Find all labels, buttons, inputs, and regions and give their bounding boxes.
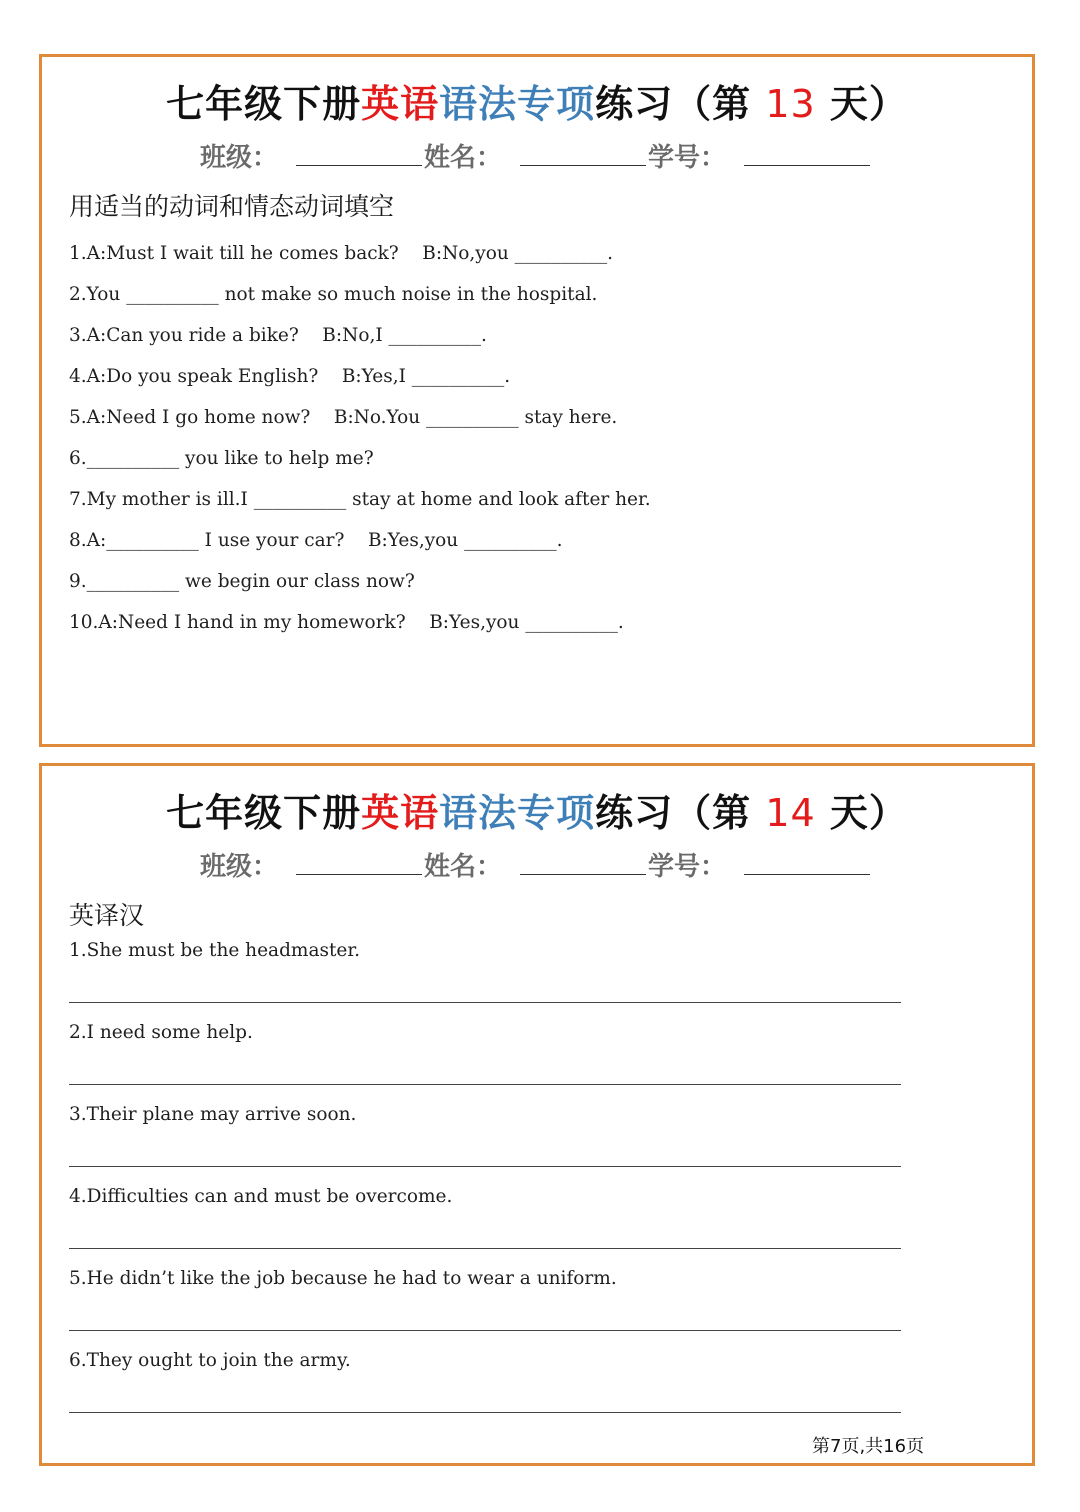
translation-question-4: 4.Difficulties can and must be overcome.	[69, 1186, 453, 1207]
student-id-blank[interactable]	[744, 850, 870, 875]
student-id-label: 学号：	[648, 852, 727, 882]
answer-line-3[interactable]	[69, 1166, 901, 1167]
answer-line-2[interactable]	[69, 1084, 901, 1085]
name-label: 姓名：	[424, 852, 503, 882]
student-info-fields	[200, 137, 872, 174]
question-3: 3.A:Can you ride a bike? B:No,I __________.	[69, 325, 487, 346]
section-title: 用适当的动词和情态动词填空	[69, 192, 395, 221]
worksheet-title	[42, 73, 1032, 128]
title-grammar-text: 语法专项	[439, 791, 596, 835]
title-grade-text: 七年级下册	[166, 82, 362, 126]
name-blank[interactable]	[520, 141, 646, 166]
worksheet-title	[42, 782, 1032, 837]
title-practice-text: 练习（第	[595, 82, 766, 126]
title-day-number: 13	[765, 82, 816, 126]
page-number: 第7页,共16页	[812, 1436, 925, 1457]
student-id-blank[interactable]	[744, 141, 870, 166]
answer-line-1[interactable]	[69, 1002, 901, 1003]
translation-question-3: 3.Their plane may arrive soon.	[69, 1104, 357, 1125]
title-english-text: 英语	[361, 791, 440, 835]
title-day-suffix: 天）	[815, 82, 908, 126]
question-8: 8.A:__________ I use your car? B:Yes,you __________.	[69, 530, 563, 551]
title-grade-text: 七年级下册	[166, 791, 362, 835]
title-day-number: 14	[765, 791, 816, 835]
name-blank[interactable]	[520, 850, 646, 875]
translation-question-2: 2.I need some help.	[69, 1022, 253, 1043]
question-5: 5.A:Need I go home now? B:No.You __________ stay here.	[69, 407, 618, 428]
question-2: 2.You __________ not make so much noise in the hospital.	[69, 284, 598, 305]
class-blank[interactable]	[296, 850, 422, 875]
title-grammar-text: 语法专项	[439, 82, 596, 126]
title-practice-text: 练习（第	[595, 791, 766, 835]
section-title: 英译汉	[69, 901, 145, 930]
question-10: 10.A:Need I hand in my homework? B:Yes,you __________.	[69, 612, 624, 633]
question-7: 7.My mother is ill.I __________ stay at home and look after her.	[69, 489, 651, 510]
answer-line-4[interactable]	[69, 1248, 901, 1249]
class-blank[interactable]	[296, 141, 422, 166]
question-1: 1.A:Must I wait till he comes back? B:No,you __________.	[69, 243, 614, 264]
answer-line-6[interactable]	[69, 1412, 901, 1413]
answer-line-5[interactable]	[69, 1330, 901, 1331]
title-day-suffix: 天）	[815, 791, 908, 835]
translation-question-6: 6.They ought to join the army.	[69, 1350, 351, 1371]
translation-question-1: 1.She must be the headmaster.	[69, 940, 361, 961]
question-9: 9.__________ we begin our class now?	[69, 571, 415, 592]
class-label: 班级：	[200, 852, 279, 882]
worksheet-day-13	[39, 54, 1035, 747]
question-6: 6.__________ you like to help me?	[69, 448, 374, 469]
name-label: 姓名：	[424, 143, 503, 173]
student-id-label: 学号：	[648, 143, 727, 173]
question-4: 4.A:Do you speak English? B:Yes,I __________.	[69, 366, 511, 387]
student-info-fields	[200, 846, 872, 883]
title-english-text: 英语	[361, 82, 440, 126]
translation-question-5: 5.He didn’t like the job because he had to wear a uniform.	[69, 1268, 617, 1289]
class-label: 班级：	[200, 143, 279, 173]
worksheet-day-14	[39, 763, 1035, 1466]
